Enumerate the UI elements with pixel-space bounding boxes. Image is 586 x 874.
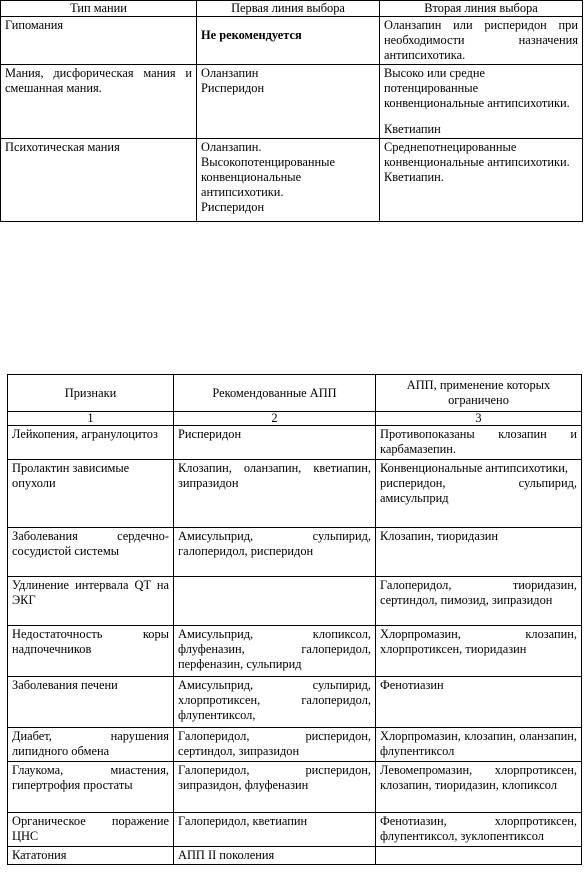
column-number: 2	[174, 412, 376, 426]
table-header-row	[8, 375, 582, 412]
header-cell: Вторая линия выбора	[380, 1, 583, 17]
recommended-cell: Клозапин, оланзапин, кветиапин, зипразидон	[174, 460, 376, 528]
limited-cell: Клозапин, тиоридазин	[376, 528, 582, 577]
limited-cell: Хлорпромазин, клозапин, оланзапин, флупентиксол	[376, 728, 582, 762]
recommended-cell: Амисульприд, клопиксол, флуфеназин, галоперидол, перфеназин, сульпирид	[174, 626, 376, 677]
mania-treatment-table	[0, 0, 583, 222]
table-row	[8, 528, 582, 577]
table-row	[8, 577, 582, 626]
mania-type-cell: Мания, дисфорическая мания и смешанная мания.	[1, 65, 197, 139]
header-cell: АПП, применение которых ограничено	[376, 375, 582, 412]
limited-cell: Конвенциональные антипсихотики, рисперидон, сульпирид, амисульприд	[376, 460, 582, 528]
first-line-text: Не рекомендуется	[201, 28, 302, 42]
table-row	[1, 139, 583, 222]
second-line-cell	[380, 65, 583, 139]
table-row	[8, 847, 582, 865]
first-line-cell: Оланзапин. Высокопотенцированные конвенциональные антипсихотики. Рисперидон	[197, 139, 380, 222]
sign-cell: Заболевания сердечно-сосудистой системы	[8, 528, 174, 577]
column-number-row	[8, 412, 582, 426]
recommended-cell: Галоперидол, кветиапин	[174, 813, 376, 847]
sign-cell: Глаукома, миастения, гипертрофия простаты	[8, 762, 174, 813]
recommended-cell: Амисульприд, сульпирид, хлорпротиксен, галоперидол, флупентиксол,	[174, 677, 376, 728]
sign-cell: Кататония	[8, 847, 174, 865]
first-line-cell: Оланзапин Рисперидон	[197, 65, 380, 139]
recommended-cell: Галоперидол, рисперидон, сертиндол, зипразидон	[174, 728, 376, 762]
table-row	[8, 677, 582, 728]
second-line-cell: Оланзапин или рисперидон при необходимости назначения антипсихотика.	[380, 17, 583, 65]
limited-cell: Хлорпромазин, клозапин, хлорпротиксен, тиоридазин	[376, 626, 582, 677]
limited-cell: Левомепромазин, хлорпротиксен, клозапин, тиоридазин, клопиксол	[376, 762, 582, 813]
sign-cell: Лейкопения, агранулоцитоз	[8, 426, 174, 460]
column-number: 1	[8, 412, 174, 426]
sign-cell: Диабет, нарушения липидного обмена	[8, 728, 174, 762]
recommended-cell: АПП II поколения	[174, 847, 376, 865]
limited-cell	[376, 847, 582, 865]
recommended-cell	[174, 577, 376, 626]
sign-cell: Удлинение интервала QT на ЭКГ	[8, 577, 174, 626]
table-row	[8, 728, 582, 762]
recommended-cell: Рисперидон	[174, 426, 376, 460]
mania-type-cell: Гипомания	[1, 17, 197, 65]
sign-cell: Пролактин зависимые опухоли	[8, 460, 174, 528]
table-row	[1, 65, 583, 139]
first-line-cell	[197, 17, 380, 65]
limited-cell: Галоперидол, тиоридазин, сертиндол, пимозид, зипразидон	[376, 577, 582, 626]
header-cell: Рекомендованные АПП	[174, 375, 376, 412]
table-row	[8, 762, 582, 813]
header-cell: Признаки	[8, 375, 174, 412]
header-cell: Тип мании	[1, 1, 197, 17]
limited-cell: Противопоказаны клозапин и карбамазепин.	[376, 426, 582, 460]
limited-cell: Фенотиазин	[376, 677, 582, 728]
table-row	[8, 426, 582, 460]
second-line-cell: Среднепотнецированные конвенциональные антипсихотики. Кветиапин.	[380, 139, 583, 222]
sign-cell: Органическое поражение ЦНС	[8, 813, 174, 847]
second-line-text-2: Кветиапин	[384, 122, 441, 136]
second-line-text: Высоко или средне потенцированные конвенциональные антипсихотики.	[384, 66, 570, 110]
limited-cell: Фенотиазин, хлорпротиксен, флупентиксол, зуклопентиксол	[376, 813, 582, 847]
table-row	[8, 460, 582, 528]
recommended-cell: Амисульприд, сульпирид, галоперидол, рисперидон	[174, 528, 376, 577]
recommended-cell: Галоперидол, рисперидон, зипразидон, флуфеназин	[174, 762, 376, 813]
antipsychotic-selection-table	[7, 374, 582, 865]
sign-cell: Недостаточность коры надпочечников	[8, 626, 174, 677]
table-header-row	[1, 1, 583, 17]
table-row	[8, 813, 582, 847]
column-number: 3	[376, 412, 582, 426]
table-row	[8, 626, 582, 677]
sign-cell: Заболевания печени	[8, 677, 174, 728]
header-cell: Первая линия выбора	[197, 1, 380, 17]
table-row	[1, 17, 583, 65]
mania-type-cell: Психотическая мания	[1, 139, 197, 222]
